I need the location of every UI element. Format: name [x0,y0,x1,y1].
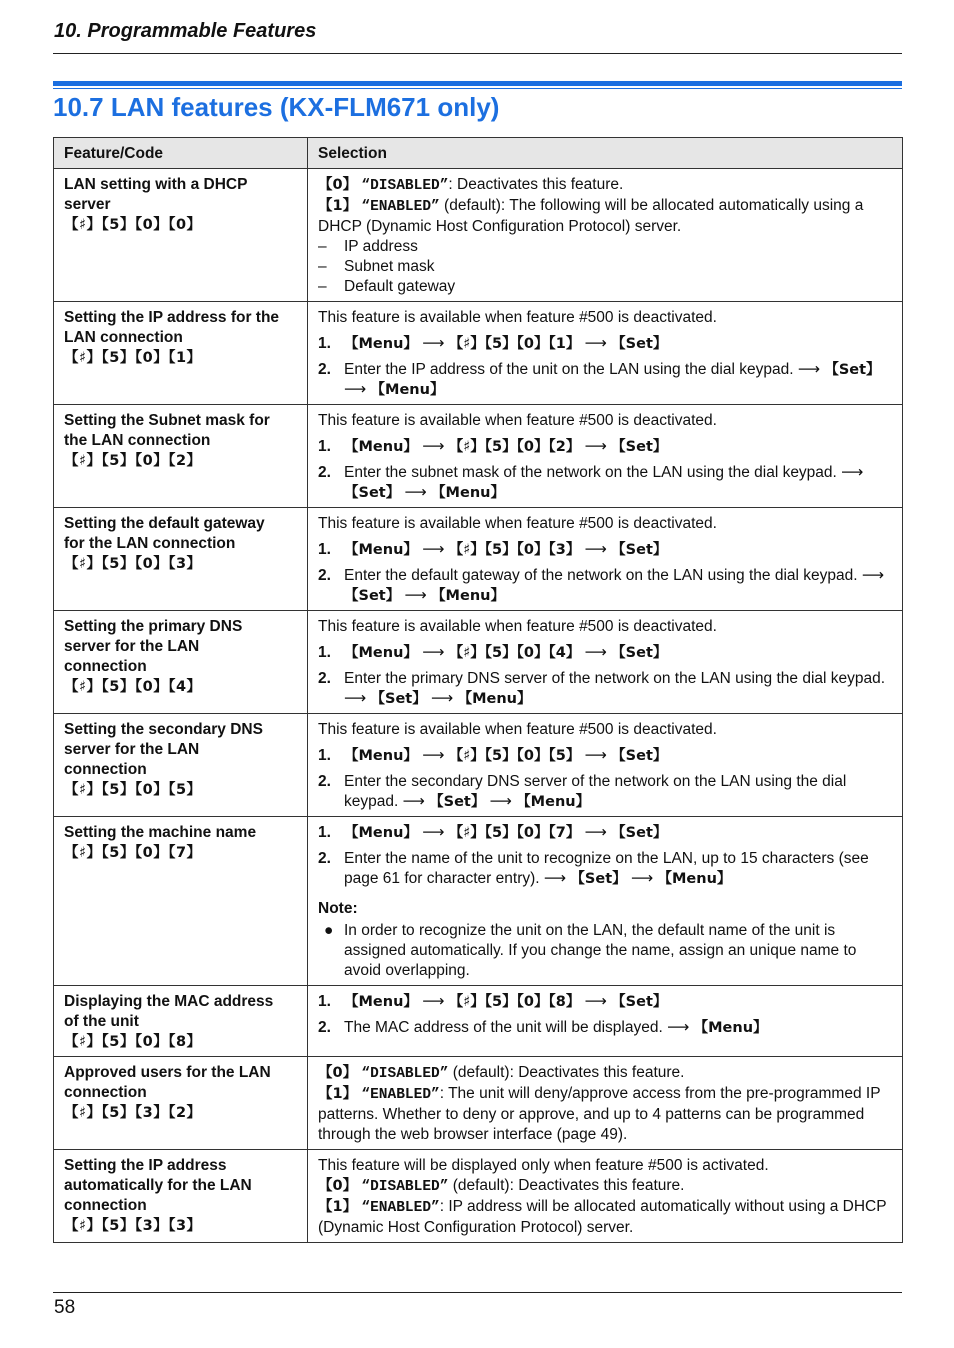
feature-cell [54,1057,308,1150]
key-label: 【Set】 [611,825,668,841]
step-number: 2. [318,1019,331,1036]
footer-divider [53,1292,902,1293]
step-text: 【Menu】 ⟶ 【♯】【5】【0】【7】 ⟶ 【Set】 [344,824,668,841]
key-label: 【Set】 [370,691,427,707]
step-text: 【Menu】 ⟶ 【♯】【5】【0】【8】 ⟶ 【Set】 [344,993,668,1010]
table-row [54,169,903,302]
step-number: 1. [318,335,331,352]
feature-code: 【♯】【5】【3】【2】 [64,1105,202,1121]
key-label: 【♯】 [448,748,485,764]
key-label: 【0】 [516,542,549,558]
feature-name-line: Setting the primary DNS [64,618,243,635]
step-number: 2. [318,464,331,481]
feature-name-line: Setting the IP address for the [64,309,280,326]
note-item [318,921,892,981]
selection-intro: This feature will be displayed only when feature #500 is activated. [318,1157,769,1174]
key-label: 【0】 [516,748,549,764]
option-description: : Deactivates this feature. [448,176,624,193]
selection-cell [308,405,903,508]
step-item [318,463,892,503]
column-header-feature: Feature/Code [54,138,308,169]
key-label: 【0】 [516,439,549,455]
option-key: 【1】 [318,198,358,214]
step-number: 1. [318,824,331,841]
key-label: 【Menu】 [344,825,418,841]
key-label: 【Menu】 [693,1020,768,1036]
key-label: 【Set】 [429,794,486,810]
feature-name-line: connection [64,1197,147,1214]
selection-intro: This feature is available when feature #500 is deactivated. [318,309,717,326]
step-number: 1. [318,644,331,661]
key-label: 【0】 [516,994,549,1010]
feature-name-line: Setting the default gateway [64,515,265,532]
selection-cell [308,1150,903,1243]
key-label: 【0】 [516,645,549,661]
dash-list-item [318,237,892,257]
feature-cell [54,611,308,714]
feature-name-line: server for the LAN [64,741,200,758]
option-key: 【0】 [318,177,358,193]
key-label: 【5】 [484,645,517,661]
key-label: 【5】 [484,336,517,352]
step-text: 【Menu】 ⟶ 【♯】【5】【0】【4】 ⟶ 【Set】 [344,644,668,661]
selection-cell [308,508,903,611]
selection-intro: This feature is available when feature #500 is deactivated. [318,618,717,635]
table-row [54,302,903,405]
step-text: Enter the secondary DNS server of the network on the LAN using the dial keypad. ⟶ 【Set】 ⟶ 【Menu】 [344,773,847,810]
feature-name-line: Setting the Subnet mask for [64,412,270,429]
feature-name-line: Setting the IP address [64,1157,227,1174]
feature-name-line: Displaying the MAC address [64,993,274,1010]
key-label: 【♯】 [448,336,485,352]
feature-name-line: LAN connection [64,329,183,346]
step-item [318,669,892,709]
key-label: 【♯】 [448,645,485,661]
feature-name-line: connection [64,658,147,675]
section-title: 10.7 LAN features (KX-FLM671 only) [53,92,500,122]
step-number: 1. [318,747,331,764]
key-label: 【Menu】 [344,645,418,661]
bullet-icon: ● [324,922,334,939]
feature-code: 【♯】【5】【0】【8】 [64,1034,202,1050]
key-label: 【Menu】 [344,336,418,352]
feature-name-line: LAN setting with a DHCP [64,176,248,193]
key-label: 【Menu】 [431,588,505,604]
feature-name-line: Approved users for the LAN [64,1064,271,1081]
feature-name-line: server for the LAN [64,638,200,655]
step-text: 【Menu】 ⟶ 【♯】【5】【0】【1】 ⟶ 【Set】 [344,335,668,352]
key-label: 【Menu】 [431,485,505,501]
dash-text: Subnet mask [344,258,435,275]
key-label: 【Menu】 [344,542,418,558]
key-label: 【5】 [484,748,517,764]
step-text: Enter the default gateway of the network on the LAN using the dial keypad. ⟶ 【Set】 ⟶ 【Menu】 [344,567,885,604]
key-label: 【5】 [484,994,517,1010]
feature-code: 【♯】【5】【0】【0】 [64,217,202,233]
feature-code: 【♯】【5】【3】【3】 [64,1218,202,1234]
step-text: The MAC address of the unit will be displayed. ⟶ 【Menu】 [344,1019,768,1036]
key-label: 【5】 [484,439,517,455]
feature-code: 【♯】【5】【0】【4】 [64,679,202,695]
selection-cell [308,302,903,405]
step-number: 2. [318,773,331,790]
feature-code: 【♯】【5】【0】【3】 [64,556,202,572]
step-item [318,823,892,843]
step-item [318,643,892,663]
option-description: (default): Deactivates this feature. [448,1064,685,1081]
key-label: 【Menu】 [344,439,418,455]
selection-option [318,1197,892,1238]
table-header-row [54,138,903,169]
step-item [318,992,892,1012]
feature-cell [54,405,308,508]
table-body [54,169,903,1243]
key-label: 【2】 [548,439,581,455]
selection-cell [308,714,903,817]
header-divider [53,53,902,54]
feature-code: 【♯】【5】【0】【2】 [64,453,202,469]
table-row [54,714,903,817]
feature-cell [54,169,308,302]
feature-cell [54,986,308,1057]
table-row [54,1057,903,1150]
dash-list-item [318,257,892,277]
key-label: 【4】 [548,645,581,661]
feature-cell [54,1150,308,1243]
option-description: : IP address will be allocated automatically without using a DHCP (Dynamic Host Configuration Protocol) server. [318,1198,887,1236]
step-text: Enter the subnet mask of the network on the LAN using the dial keypad. ⟶ 【Set】 ⟶ 【Menu】 [344,464,864,501]
option-key: 【0】 [318,1065,358,1081]
step-item [318,772,892,812]
table-row [54,405,903,508]
step-number: 1. [318,541,331,558]
selection-option [318,196,892,237]
section-bar [53,81,902,86]
feature-code: 【♯】【5】【0】【7】 [64,845,202,861]
dash-marker: – [318,258,327,275]
feature-code: 【♯】【5】【0】【5】 [64,782,202,798]
key-label: 【Set】 [611,336,668,352]
feature-name-line: of the unit [64,1013,139,1030]
step-item [318,566,892,606]
column-header-selection: Selection [308,138,903,169]
table-row [54,817,903,986]
key-label: 【5】 [484,542,517,558]
option-key: 【1】 [318,1086,358,1102]
dash-list-item [318,277,892,297]
dash-marker: – [318,238,327,255]
option-key: 【1】 [318,1199,358,1215]
key-label: 【5】 [548,748,581,764]
key-label: 【♯】 [448,439,485,455]
step-text: 【Menu】 ⟶ 【♯】【5】【0】【5】 ⟶ 【Set】 [344,747,668,764]
key-label: 【0】 [516,336,549,352]
feature-name-line: the LAN connection [64,432,211,449]
step-item [318,849,892,889]
selection-option [318,1176,892,1197]
option-value: “DISABLED” [361,1179,449,1195]
step-number: 2. [318,567,331,584]
dash-text: Default gateway [344,278,456,295]
key-label: 【Set】 [570,871,627,887]
note-title: Note: [318,900,358,917]
option-value: “ENABLED” [361,1200,440,1216]
page-number: 58 [54,1297,76,1318]
key-label: 【5】 [484,825,517,841]
key-label: 【3】 [548,542,581,558]
feature-cell [54,508,308,611]
key-label: 【8】 [548,994,581,1010]
key-label: 【Set】 [611,748,668,764]
step-item [318,746,892,766]
option-value: “ENABLED” [361,199,440,215]
key-label: 【♯】 [448,542,485,558]
feature-name-line: server [64,196,111,213]
key-label: 【Menu】 [344,748,418,764]
key-label: 【♯】 [448,994,485,1010]
step-text: 【Menu】 ⟶ 【♯】【5】【0】【3】 ⟶ 【Set】 [344,541,668,558]
feature-name-line: connection [64,1084,147,1101]
key-label: 【Set】 [344,485,401,501]
feature-code: 【♯】【5】【0】【1】 [64,350,202,366]
selection-cell [308,1057,903,1150]
dash-marker: – [318,278,327,295]
key-label: 【Set】 [611,439,668,455]
option-description: (default): The following will be allocated automatically using a DHCP (Dynamic Host Configuration Protocol) server. [318,197,864,235]
key-label: 【Menu】 [370,382,445,398]
step-text: Enter the name of the unit to recognize on the LAN, up to 15 characters (see page 61 for character entry). ⟶ 【Set】 ⟶ 【Menu】 [344,850,869,887]
option-value: “DISABLED” [361,178,449,194]
feature-name-line: Setting the machine name [64,824,257,841]
table-row [54,611,903,714]
step-number: 2. [318,670,331,687]
step-item [318,540,892,560]
table-row [54,986,903,1057]
key-label: 【Set】 [344,588,401,604]
key-label: 【Set】 [611,994,668,1010]
option-value: “ENABLED” [361,1087,440,1103]
step-item [318,334,892,354]
key-label: 【Menu】 [657,871,732,887]
selection-intro: This feature is available when feature #500 is deactivated. [318,515,717,532]
table-row [54,1150,903,1243]
dash-text: IP address [344,238,418,255]
features-table [53,137,903,1243]
feature-cell [54,302,308,405]
step-number: 1. [318,438,331,455]
key-label: 【0】 [516,825,549,841]
selection-option [318,1063,892,1084]
feature-cell [54,817,308,986]
selection-cell [308,986,903,1057]
step-number: 2. [318,361,331,378]
selection-option [318,1084,892,1145]
key-label: 【Menu】 [344,994,418,1010]
key-label: 【Set】 [611,542,668,558]
running-header: 10. Programmable Features [54,20,317,42]
step-text: Enter the IP address of the unit on the LAN using the dial keypad. ⟶ 【Set】 ⟶ 【Menu】 [344,361,881,398]
table-row [54,508,903,611]
option-description: (default): Deactivates this feature. [448,1177,685,1194]
option-value: “DISABLED” [361,1066,449,1082]
option-key: 【0】 [318,1178,358,1194]
step-number: 1. [318,993,331,1010]
feature-cell [54,714,308,817]
step-item [318,437,892,457]
step-number: 2. [318,850,331,867]
note-text: In order to recognize the unit on the LAN, the default name of the unit is assigned automatically. If you change the name, assign an unique name to avoid overlapping. [344,922,857,979]
feature-name-line: connection [64,761,147,778]
selection-cell [308,611,903,714]
selection-intro: This feature is available when feature #500 is deactivated. [318,412,717,429]
selection-cell [308,169,903,302]
key-label: 【Menu】 [516,794,591,810]
step-item [318,1018,892,1038]
selection-cell [308,817,903,986]
option-description: : The unit will deny/approve access from the pre-programmed IP patterns. Whether to deny or approve, and up to 4 patterns can be programmed through the web browser interface (page 49). [318,1085,881,1143]
key-label: 【♯】 [448,825,485,841]
key-label: 【7】 [548,825,581,841]
key-label: 【1】 [548,336,581,352]
key-label: 【Set】 [824,362,881,378]
section-bar-thin [53,88,902,89]
selection-intro: This feature is available when feature #500 is deactivated. [318,721,717,738]
key-label: 【Menu】 [457,691,532,707]
selection-option [318,175,892,196]
key-label: 【Set】 [611,645,668,661]
feature-name-line: for the LAN connection [64,535,236,552]
feature-name-line: Setting the secondary DNS [64,721,263,738]
step-text: Enter the primary DNS server of the network on the LAN using the dial keypad. ⟶ 【Set】 ⟶ 【Menu】 [344,670,886,707]
step-item [318,360,892,400]
feature-name-line: automatically for the LAN [64,1177,252,1194]
step-text: 【Menu】 ⟶ 【♯】【5】【0】【2】 ⟶ 【Set】 [344,438,668,455]
